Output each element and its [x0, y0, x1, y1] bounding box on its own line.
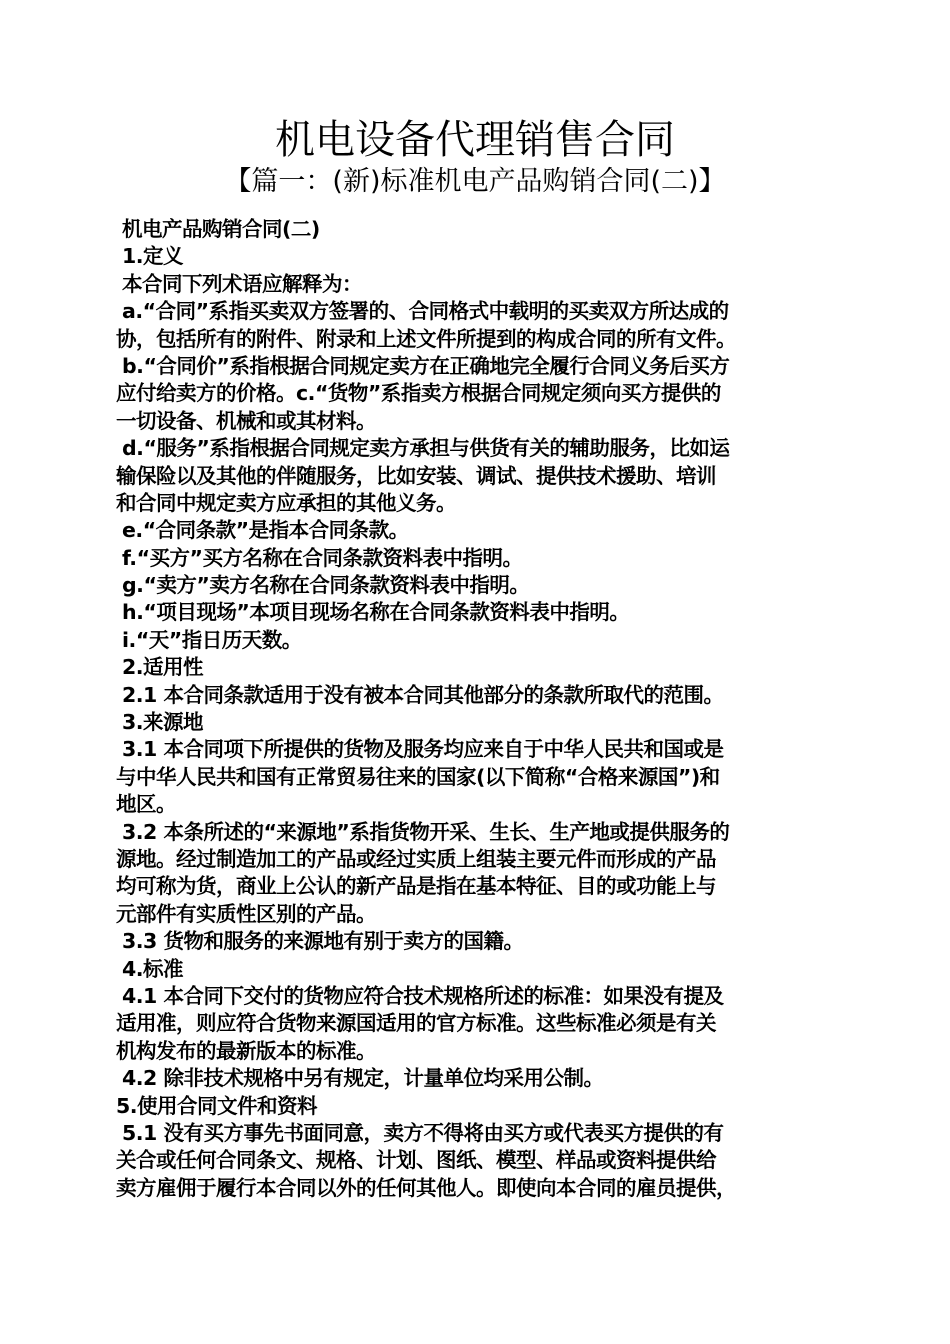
body-line: 3.来源地	[122, 710, 204, 735]
body-line: 3.3 货物和服务的来源地有别于卖方的国籍。	[122, 929, 524, 954]
body-line: 协，包括所有的附件、附录和上述文件所提到的构成合同的所有文件。	[116, 326, 736, 351]
body-line: i.“天”指日历天数。	[122, 627, 302, 652]
body-line: 2.适用性	[122, 655, 204, 680]
document-subtitle: 【篇一：(新)标准机电产品购销合同(二)】	[224, 166, 726, 197]
body-line: 地区。	[116, 792, 176, 817]
body-line: 和合同中规定卖方应承担的其他义务。	[116, 490, 456, 515]
body-line: e.“合同条款”是指本合同条款。	[122, 518, 409, 543]
body-line: h.“项目现场”本项目现场名称在合同条款资料表中指明。	[122, 600, 630, 625]
body-line: 源地。经过制造加工的产品或经过实质上组装主要元件而形成的产品	[116, 846, 716, 871]
body-line: 适用准，则应符合货物来源国适用的官方标准。这些标准必须是有关	[116, 1011, 716, 1036]
body-line: 输保险以及其他的伴随服务，比如安装、调试、提供技术援助、培训	[116, 463, 716, 488]
body-line: 1.定义	[122, 244, 184, 269]
body-line: g.“卖方”卖方名称在合同条款资料表中指明。	[122, 573, 530, 598]
body-line: 一切设备、机械和或其材料。	[116, 408, 376, 433]
body-line: 5.使用合同文件和资料	[116, 1093, 318, 1118]
body-line: 机电产品购销合同(二)	[122, 217, 320, 241]
body-line: 均可称为货，商业上公认的新产品是指在基本特征、目的或功能上与	[116, 874, 716, 899]
body-line: 4.2 除非技术规格中另有规定，计量单位均采用公制。	[122, 1066, 604, 1091]
body-line: 3.1 本合同项下所提供的货物及服务均应来自于中华人民共和国或是	[122, 737, 724, 762]
body-line: 应付给卖方的价格。c.“货物”系指卖方根据合同规定须向买方提供的	[116, 381, 721, 406]
body-line: 3.2 本条所述的“来源地”系指货物开采、生长、生产地或提供服务的	[122, 819, 730, 844]
body-line: 机构发布的最新版本的标准。	[116, 1038, 376, 1063]
body-line: 本合同下列术语应解释为：	[122, 271, 362, 296]
body-line: 元部件有实质性区别的产品。	[116, 901, 376, 926]
body-line: 2.1 本合同条款适用于没有被本合同其他部分的条款所取代的范围。	[122, 682, 724, 707]
body-line: 4.1 本合同下交付的货物应符合技术规格所述的标准：如果没有提及	[122, 983, 724, 1008]
body-line: 卖方雇佣于履行本合同以外的任何其他人。即使向本合同的雇员提供，	[116, 1175, 736, 1200]
body-line: a.“合同”系指买卖双方签署的、合同格式中载明的买卖双方所达成的	[122, 299, 729, 324]
document-title: 机电设备代理销售合同	[275, 117, 675, 163]
document-body	[116, 216, 836, 1202]
body-line: d.“服务”系指根据合同规定卖方承担与供货有关的辅助服务，比如运	[122, 436, 730, 461]
body-line: 4.标准	[122, 956, 184, 981]
body-line: f.“买方”买方名称在合同条款资料表中指明。	[122, 545, 523, 570]
body-line: b.“合同价”系指根据合同规定卖方在正确地完全履行合同义务后买方	[122, 353, 730, 378]
body-line: 5.1 没有买方事先书面同意，卖方不得将由买方或代表买方提供的有	[122, 1120, 724, 1145]
body-line: 与中华人民共和国有正常贸易往来的国家(以下简称“合格来源国”)和	[116, 764, 720, 789]
body-line: 关合或任何合同条文、规格、计划、图纸、模型、样品或资料提供给	[116, 1148, 716, 1173]
